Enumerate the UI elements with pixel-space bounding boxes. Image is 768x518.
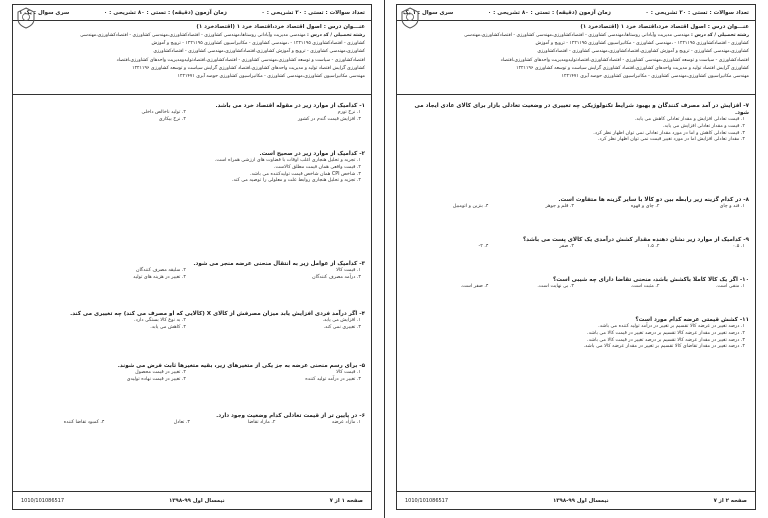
- question-text: ۱۱- کشش قیمتی عرضه کدام مورد است؟: [635, 317, 749, 323]
- page-number: صفحه ۱ از ۷: [329, 497, 363, 504]
- major-line: کشاورزی،مهندسی کشاورزی - ترویج و آموزش کشاورزی،اقتصادکشاورزی،مهندسی کشاورزی - اقتصادکشاورزی: [537, 49, 749, 55]
- option-1[interactable]: ۱. تجربه و تحلیل هنجاری اغلب اوقات با قضاوت های ارزشی همراه است.: [214, 158, 361, 163]
- exam-code: 1010/101086517: [21, 497, 65, 504]
- question-6: [19, 413, 365, 427]
- major-field: [403, 32, 749, 81]
- question-10: [403, 277, 749, 291]
- page-footer: [397, 491, 755, 509]
- option-3[interactable]: ۳. تغییری نمی کند.: [323, 324, 361, 330]
- question-3: [19, 261, 365, 282]
- major-field: [19, 32, 365, 81]
- option-4[interactable]: ۴. تغییر در قیمت نهاده تولیدی: [126, 376, 186, 382]
- question-text: ۸- در کدام گزینه زیر رابطه بین دو کالا با سایر گزینه ها متفاوت است.: [558, 197, 749, 203]
- option-1[interactable]: ۱. ۰.۵: [732, 244, 745, 249]
- option-1[interactable]: ۱. افزایش می یابد.: [322, 318, 361, 323]
- question-11: [403, 317, 749, 351]
- series-label: سری سوال : یک ۱: [19, 9, 70, 16]
- question-2: [19, 151, 365, 185]
- major-label: رشته تحصیلی / کد درس :: [307, 33, 365, 38]
- option-2[interactable]: ۲. قیمت و مقدار تعادلی افزایش می یابد.: [663, 123, 745, 129]
- option-2[interactable]: ۲. چای و قهوه: [630, 204, 660, 209]
- question-text: ۹- کدامیک از موارد زیر نشان دهنده مقدار کشش درآمدی یک کالای پست می باشد؟: [522, 237, 749, 243]
- header-info-box: [397, 21, 755, 95]
- option-2[interactable]: ۲. قیمت واقعی همان قیمت مطلق کالاست.: [273, 164, 361, 170]
- term-label: نیمسال اول ۹۹-۱۳۹۸: [168, 497, 225, 504]
- header-top-row: [397, 5, 755, 21]
- series-label: سری سوال : ۱ یک: [403, 9, 454, 16]
- major-line: کشاورزی،مهندسی کشاورزی - ترویج و آموزش کشاورزی،اقتصادکشاورزی،مهندسی کشاورزی - اقتصادکشاورزی: [153, 49, 365, 55]
- page-footer: [13, 491, 371, 509]
- center-divider: [384, 0, 385, 518]
- question-text: ۷- افزایش در آمد مصرف کنندگان و بهبود شرایط تکنولوژیکی چه تغییری در وضعیت تعادلی بازار برای کالای عادی ایجاد می شود.: [414, 103, 749, 116]
- question-9: [403, 237, 749, 251]
- option-3[interactable]: ۳. قیمت تعادلی کاهش و اما در مورد مقدار تعادلی نمی توان اظهار نظر کرد.: [593, 130, 745, 136]
- question-text: ۱- کدامیک از موارد زیر در مقوله اقتصاد خرد می باشد.: [215, 103, 365, 109]
- option-3[interactable]: ۳. افزایش قیمت گندم در کشور: [297, 116, 361, 122]
- option-1[interactable]: ۱. منفی است.: [715, 284, 745, 289]
- option-1[interactable]: ۱. قیمت کالا: [336, 370, 361, 375]
- option-2[interactable]: ۲. تغییر در قیمت محصول: [135, 370, 186, 375]
- option-2[interactable]: ۲. ۱.۵: [647, 244, 660, 249]
- question-4: [19, 311, 365, 332]
- questions-area: [13, 97, 371, 491]
- option-3[interactable]: ۳. صفر: [559, 244, 574, 249]
- option-2[interactable]: ۲. مثبت است.: [630, 284, 660, 289]
- option-3[interactable]: ۳. تغییر در درآمد تولید کننده: [305, 376, 361, 382]
- question-text: ۳- کدامیک از عوامل زیر به انتقال منحنی عرضه منجر می شود.: [193, 261, 365, 267]
- question-1: [19, 103, 365, 124]
- header-top-row: [13, 5, 371, 21]
- option-3[interactable]: ۳. درصد تغییر در مقدار عرضه کالا تقسیم بر درصد تغییر در قیمت کالا می باشد.: [587, 337, 745, 343]
- option-4[interactable]: ۴. بنزین و اتومبیل: [452, 204, 489, 209]
- option-3[interactable]: ۳. شاخص CPI همان شاخص قیمت تولیدکننده می باشد.: [249, 171, 361, 177]
- option-2[interactable]: ۲. مازاد تقاضا: [247, 420, 276, 425]
- exam-page-2: [396, 4, 756, 510]
- option-4[interactable]: ۴. تجزیه و تحلیل هنجاری روابط علت و معلولی را توصیه می کند.: [231, 178, 361, 184]
- term-label: نیمسال اول ۹۹-۱۳۹۸: [552, 497, 609, 504]
- option-3[interactable]: ۳. تعادل: [173, 420, 190, 425]
- question-count: تعداد سوالات : تستی : ۲۰ تشریحی : ۰: [645, 9, 749, 16]
- university-logo: [400, 7, 420, 29]
- option-4[interactable]: ۴. کمبود تقاضا کننده: [63, 420, 105, 425]
- option-1[interactable]: ۱. درصد تغییر در عرضه کالا تقسیم بر تغییر در درآمد تولید کننده می باشد.: [598, 324, 745, 329]
- exam-page-1: [12, 4, 372, 510]
- option-4[interactable]: ۴. ۲-: [478, 244, 489, 249]
- question-7: [403, 103, 749, 144]
- question-text: ۲- کدامیک از موارد زیر در صحیح است.: [259, 151, 365, 157]
- major-line: مهندسی مکانیزاسیون کشاورزی،مهندسی کشاورزی - مکانیزاسیون کشاورزی حوضه آبزی ۱۲۲۱۴۷۱: [177, 74, 365, 80]
- question-count: تعداد سوالات : تستی : ۲۰ تشریحی : ۰: [261, 9, 365, 16]
- option-4[interactable]: ۴. مقدار تعادلی افزایش اما در مورد تغییر قیمت نمی توان اظهار نظر کرد.: [597, 137, 745, 143]
- major-line: اقتصادکشاورزی - سیاست و توسعه کشاورزی،مهندسی کشاورزی - اقتصادکشاورزی،اقتصادتولیدومدیریت واحدهای کشاورزی،اقتصاد: [116, 57, 365, 63]
- option-3[interactable]: ۳. قلم و جوهر: [545, 204, 574, 209]
- major-line: کشاورزی گرایش اقتصاد تولید و مدیریت واحدهای کشاورزی،اقتصاد کشاورزی گرایش سیاست و توسعه کشاورزی ۱۲۲۱۱۹۶: [132, 65, 365, 71]
- option-1[interactable]: ۱. قیمت تعادلی افزایش و مقدار تعادلی کاهش می یابد.: [634, 117, 745, 122]
- question-text: ۱۰- اگر یک کالا کاملا باکشش باشد، منحنی تقاضا دارای چه شیبی است؟: [553, 277, 749, 283]
- major-line: مهندسی مدیریت وآبادانی روستاها،مهندسی کشاورزی - اقتصادکشاورزی،مهندسی کشاورزی - اقتصادکشاورزی،مهندسی: [80, 33, 306, 38]
- exam-time: زمان آزمون (دقیقه) : تستی : ۸۰ تشریحی : ۰: [103, 9, 227, 16]
- question-text: ۵- برای رسم منحنی عرضه به جز یکی از متغیرهای زیر، بقیه متغیرها ثابت فرض می شوند.: [117, 363, 365, 369]
- option-2[interactable]: ۲. به نوع کالا بستگی دارد.: [134, 318, 186, 323]
- university-logo: [16, 7, 36, 29]
- option-4[interactable]: ۴. صفر است.: [460, 284, 489, 289]
- option-3[interactable]: ۳. درآمد مصرف کنندگان: [312, 274, 361, 280]
- course-title: عنـــوان درس : اصول اقتصاد خرد،اقتصاد خرد ۱ (اقتصادخرد ۱): [580, 24, 749, 30]
- option-2[interactable]: ۲. درصد تغییر در مقدار عرضه کالا تقسیم بر درصد تغییر در قیمت کالا می باشد.: [587, 330, 745, 336]
- question-8: [403, 197, 749, 211]
- option-4[interactable]: ۴. کاهش می یابد.: [150, 324, 186, 330]
- major-line: مهندسی مکانیزاسیون کشاورزی،مهندسی کشاورزی - مکانیزاسیون کشاورزی حوضه آبزی ۱۲۲۱۴۷۱: [561, 74, 749, 80]
- major-line: کشاورزی - اقتصادکشاورزی ۱۲۲۱۱۹۵ - ،مهندسی کشاورزی - مکانیزاسیون کشاورزی ۱۲۲۱۱۹۵ - ترویج و آموزش: [151, 41, 365, 47]
- major-line: کشاورزی - اقتصادکشاورزی ۱۲۲۱۱۹۵ - ،مهندسی کشاورزی - مکانیزاسیون کشاورزی ۱۲۲۱۱۹۵ - ترویج و آموزش: [535, 41, 749, 47]
- option-2[interactable]: ۲. سلیقه مصرف کنندگان: [135, 268, 186, 273]
- major-line: مهندسی مدیریت وآبادانی روستاها،مهندسی کشاورزی - اقتصادکشاورزی،مهندسی کشاورزی - اقتصادکشاورزی،مهندسی: [464, 33, 690, 38]
- option-4[interactable]: ۴. تغییر در هزینه های تولید: [133, 274, 186, 280]
- question-5: [19, 363, 365, 384]
- exam-code: 1010/101086517: [405, 497, 449, 504]
- course-title: عنـــوان درس : اصول اقتصاد خرد،اقتصاد خرد ۱ (اقتصادخرد ۱): [196, 24, 365, 30]
- question-text: ۶- در پایین تر از قیمت تعادلی کدام وضعیت وجود دارد.: [216, 413, 365, 419]
- option-4[interactable]: ۴. نرخ بیکاری: [158, 116, 186, 122]
- option-4[interactable]: ۴. درصد تغییر در مقدار تقاضای کالا تقسیم بر تغییر در مقدار عرضه کالا می باشد.: [583, 344, 745, 350]
- question-text: ۴- اگر درآمد فردی افزایش یابد میزان مصرفش از کالای X (کالایی که او مصرف می کند) چه تغییری می کند.: [70, 311, 365, 317]
- option-1[interactable]: ۱. نرخ تورم: [337, 110, 361, 115]
- option-3[interactable]: ۳. بی نهایت است.: [537, 284, 574, 289]
- page-number: صفحه ۲ از ۷: [713, 497, 747, 504]
- option-1[interactable]: ۱. مازاد عرضه: [331, 420, 361, 425]
- major-line: اقتصادکشاورزی - سیاست و توسعه کشاورزی،مهندسی کشاورزی - اقتصادکشاورزی،اقتصادتولیدومدیریت واحدهای کشاورزی،اقتصاد: [500, 57, 749, 63]
- major-line: کشاورزی گرایش اقتصاد تولید و مدیریت واحدهای کشاورزی،اقتصاد کشاورزی گرایش سیاست و توسعه کشاورزی ۱۲۲۱۱۹۶: [516, 65, 749, 71]
- option-2[interactable]: ۲. تولید ناخالص داخلی: [141, 110, 186, 115]
- questions-area: [397, 97, 755, 491]
- option-1[interactable]: ۱. قند و چای: [719, 204, 745, 209]
- exam-time: زمان آزمون (دقیقه) : تستی : ۸۰ تشریحی : ۰: [487, 9, 611, 16]
- major-label: رشته تحصیلی / کد درس :: [691, 33, 749, 38]
- option-1[interactable]: ۱. قیمت کالا: [336, 268, 361, 273]
- header-info-box: [13, 21, 371, 95]
